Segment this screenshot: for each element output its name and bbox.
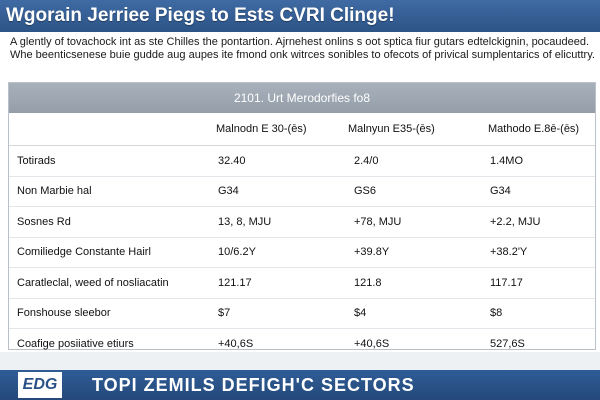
cell-value: +40,6S xyxy=(354,337,390,350)
cell-value: GS6 xyxy=(354,185,377,198)
column-header-2: Malnyun E35-(ēs) xyxy=(348,123,435,135)
column-header-3: Mathodo E.8ē-(ēs) xyxy=(488,123,580,135)
table-header-row xyxy=(9,113,595,146)
table-row xyxy=(9,268,595,299)
row-label: Caratleclal, weed of nosliacatin xyxy=(17,276,169,289)
comparison-table xyxy=(8,82,596,350)
cell-value: 32.40 xyxy=(218,154,246,167)
table-row xyxy=(9,238,595,269)
cell-value: +40,6S xyxy=(218,337,254,350)
column-header-1: Malnodn E 30-(ēs) xyxy=(216,123,307,135)
row-label: Coafige posiiative etiurs xyxy=(17,337,134,350)
footer-title: TOPI ZEMILS DEFIGH'C SECTORS xyxy=(92,375,415,395)
cell-value: +78, MJU xyxy=(354,215,402,228)
header-title: Wgorain Jerriee Piegs to Ests CVRI Clinge! xyxy=(0,0,600,32)
cell-value: $8 xyxy=(490,307,503,320)
footer-logo: EDG xyxy=(18,372,62,398)
cell-value: +39.8Y xyxy=(354,246,390,259)
table-row xyxy=(9,146,595,177)
cell-value: 2.4/0 xyxy=(354,154,379,167)
cell-value: $7 xyxy=(218,307,231,320)
row-label: Sosnes Rd xyxy=(17,215,71,228)
intro-paragraph: A glently of tovachock int as ste Chilles the pontartion. Ajrnehest onlins s oot sptica fiur gutars edtelckignin, pocaudeed. Whe beenticsenese buie gudde aug aupes ite fmond onk witrces sonibles to ofecots of privical sumplentarics of elicuttry. xyxy=(10,36,595,61)
row-label: Non Marbie hal xyxy=(17,185,92,198)
cell-value: $4 xyxy=(354,307,367,320)
cell-value: +2.2, MJU xyxy=(490,215,541,228)
cell-value: G34 xyxy=(218,185,239,198)
cell-value: 1.4MO xyxy=(490,154,524,167)
table-row xyxy=(9,177,595,208)
row-label: Totirads xyxy=(17,154,56,167)
cell-value: 117.17 xyxy=(490,276,523,289)
cell-value: 527,6S xyxy=(490,337,525,350)
row-label: Fonshouse sleebor xyxy=(17,307,111,320)
cell-value: 121.8 xyxy=(354,276,382,289)
cell-value: 121.17 xyxy=(218,276,252,289)
table-row xyxy=(9,207,595,238)
row-label: Comiliedge Constante Hairl xyxy=(17,246,151,259)
cell-value: +38.2'Y xyxy=(490,246,528,259)
table-row xyxy=(9,299,595,330)
cell-value: 13, 8, MJU xyxy=(218,215,272,228)
table-title: 2101. Urt Merodorfies fo8 xyxy=(9,83,595,113)
cell-value: 10/6.2Y xyxy=(218,246,256,259)
cell-value: G34 xyxy=(490,185,511,198)
